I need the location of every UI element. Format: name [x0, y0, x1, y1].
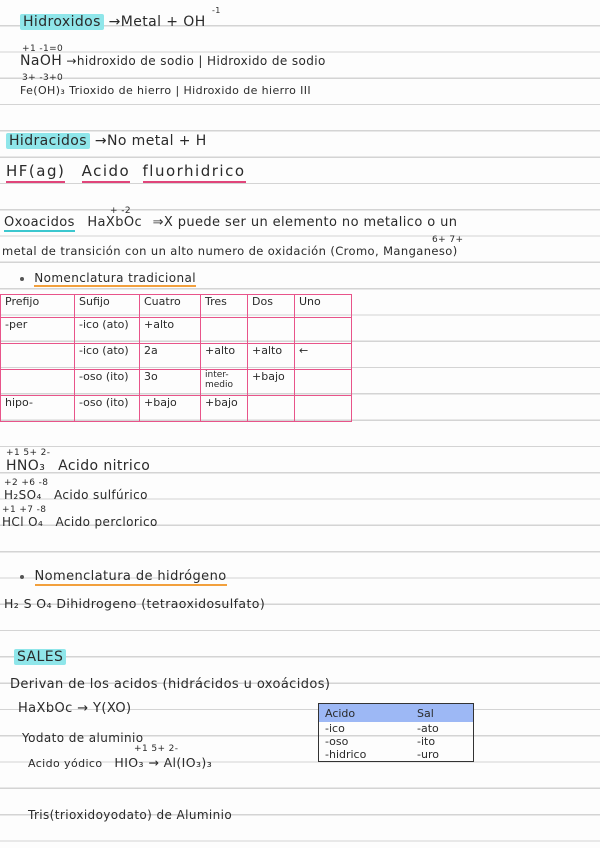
- cell: -ito: [417, 735, 436, 748]
- h2so4-name: Acido sulfúrico: [53, 488, 148, 502]
- header-acido: Acido: [319, 704, 412, 723]
- cell: [1, 344, 75, 370]
- cell: -hidrico: [325, 748, 367, 761]
- header-uno: Uno: [295, 295, 352, 318]
- cell: +alto: [140, 318, 201, 344]
- hf-acido: Acido: [82, 162, 131, 183]
- table-row: [319, 722, 474, 735]
- bullet-icon: [20, 277, 24, 281]
- acido-sal-table: [318, 703, 474, 762]
- table-row: [1, 396, 352, 422]
- header-tres: Tres: [201, 295, 248, 318]
- nom-hidrogeno-title: Nomenclatura de hidrógeno: [34, 569, 227, 584]
- feoh-line: [20, 84, 311, 97]
- oh-charge: -1: [212, 6, 221, 15]
- cell: -uro: [417, 748, 439, 761]
- oxoacidos-formula: HaXbOc: [87, 215, 143, 230]
- nom-hidrogeno-heading: [20, 569, 227, 584]
- cell: -oso (ito): [75, 370, 140, 396]
- header-sufijo: Sufijo: [75, 295, 140, 318]
- header-sal: Sal: [411, 704, 474, 723]
- oxoacidos-line: [4, 215, 457, 230]
- cell: 3o: [140, 370, 201, 396]
- nom-tradicional-heading: [20, 271, 196, 285]
- nom-hidrogeno-example: H₂ S O₄ Dihidrogeno (tetraoxidosulfato): [4, 596, 266, 611]
- h2so4-line: [4, 488, 148, 502]
- arrow-left-icon: ←: [295, 344, 352, 370]
- hno3-name: Acido nitrico: [58, 458, 151, 474]
- oxoacidos-text-2: metal de transición con un alto numero de oxidación (Cromo, Manganeso): [2, 244, 458, 258]
- hidracidos-title: Hidracidos: [6, 133, 90, 149]
- naoh-charges: +1 -1=0: [22, 44, 64, 54]
- cell: 2a: [140, 344, 201, 370]
- cell: hipo-: [1, 396, 75, 422]
- hidroxidos-title: Hidroxidos: [20, 14, 104, 30]
- sales-title: SALES: [14, 649, 66, 665]
- hf-formula: HF(ag): [6, 162, 65, 183]
- hclo4-charges: +1 +7 -8: [2, 505, 47, 515]
- table-row: [1, 370, 352, 396]
- cell: -ico (ato): [75, 318, 140, 344]
- header-prefijo: Prefijo: [1, 295, 75, 318]
- yodico-formula: HIO₃ → Al(IO₃)₃: [114, 755, 213, 770]
- hf-fluorhidrico: fluorhidrico: [143, 162, 246, 183]
- hidroxidos-formula: →Metal + OH: [108, 14, 206, 30]
- cell: -ico (ato): [75, 344, 140, 370]
- feoh-charges: 3+ -3+0: [22, 73, 64, 83]
- cell: [201, 318, 248, 344]
- table-row: [1, 318, 352, 344]
- table-row: [1, 344, 352, 370]
- hclo4-line: [2, 515, 158, 529]
- sales-formula: HaXbOc → Y(XO): [18, 701, 132, 716]
- table-header-row: [1, 295, 352, 318]
- hf-line: [6, 162, 246, 180]
- naoh-line: [20, 53, 326, 69]
- feoh-formula: Fe(OH)₃: [20, 84, 66, 97]
- nom-tradicional-title: Nomenclatura tradicional: [34, 271, 197, 285]
- header-dos: Dos: [248, 295, 295, 318]
- acido-yodico-line: [28, 755, 212, 770]
- cell: -per: [1, 318, 75, 344]
- table-row: [319, 748, 474, 762]
- hidracidos-formula: →No metal + H: [94, 133, 207, 149]
- hno3-formula: HNO₃: [6, 458, 46, 474]
- hidroxidos-line: [20, 6, 221, 30]
- cell: +bajo: [201, 396, 248, 422]
- sales-heading: [14, 649, 66, 665]
- cell: [295, 370, 352, 396]
- cell: [295, 396, 352, 422]
- table-header-row: [319, 704, 474, 723]
- naoh-formula: NaOH: [20, 53, 63, 69]
- cell: inter-medio: [201, 370, 248, 396]
- hclo4-name: Acido perclorico: [55, 515, 158, 529]
- cell: +alto: [201, 344, 248, 370]
- cell: -oso: [325, 735, 349, 748]
- nomenclatura-table: [0, 294, 352, 422]
- header-cuatro: Cuatro: [140, 295, 201, 318]
- hidracidos-line: [6, 133, 207, 149]
- cell: [248, 318, 295, 344]
- table-row: [319, 735, 474, 748]
- h2so4-charges: +2 +6 -8: [4, 478, 49, 488]
- cell: +bajo: [140, 396, 201, 422]
- bullet-icon: [20, 575, 24, 579]
- cell: +bajo: [248, 370, 295, 396]
- yodato-line: Yodato de aluminio: [22, 731, 144, 745]
- cell: [248, 396, 295, 422]
- acido-yodico-label: Acido yódico: [28, 757, 103, 770]
- feoh-description: Trioxido de hierro | Hidroxido de hierro III: [69, 84, 312, 97]
- h2so4-formula: H₂SO₄: [4, 488, 42, 502]
- yodico-charges: +1 5+ 2-: [134, 744, 179, 754]
- oxoacidos-title: Oxoacidos: [4, 215, 75, 230]
- oxo-numbers: 6+ 7+: [432, 235, 464, 245]
- naoh-description: →hidroxido de sodio | Hidroxido de sodio: [66, 54, 326, 68]
- hno3-line: [6, 458, 150, 474]
- cell: -ico: [325, 722, 345, 735]
- cell: +alto: [248, 344, 295, 370]
- cell: [1, 370, 75, 396]
- oxoacidos-text-1: ⇒X puede ser un elemento no metalico o un: [152, 215, 458, 230]
- cell: -ato: [417, 722, 439, 735]
- sales-derivan: Derivan de los acidos (hidrácidos u oxoácidos): [10, 677, 331, 692]
- oxo-charges: + -2: [110, 206, 131, 216]
- hclo4-formula: HCl O₄: [2, 515, 44, 529]
- tris-line: Tris(trioxidoyodato) de Aluminio: [28, 808, 233, 822]
- hno3-charges: +1 5+ 2-: [6, 448, 51, 458]
- cell: [295, 318, 352, 344]
- cell: -oso (ito): [75, 396, 140, 422]
